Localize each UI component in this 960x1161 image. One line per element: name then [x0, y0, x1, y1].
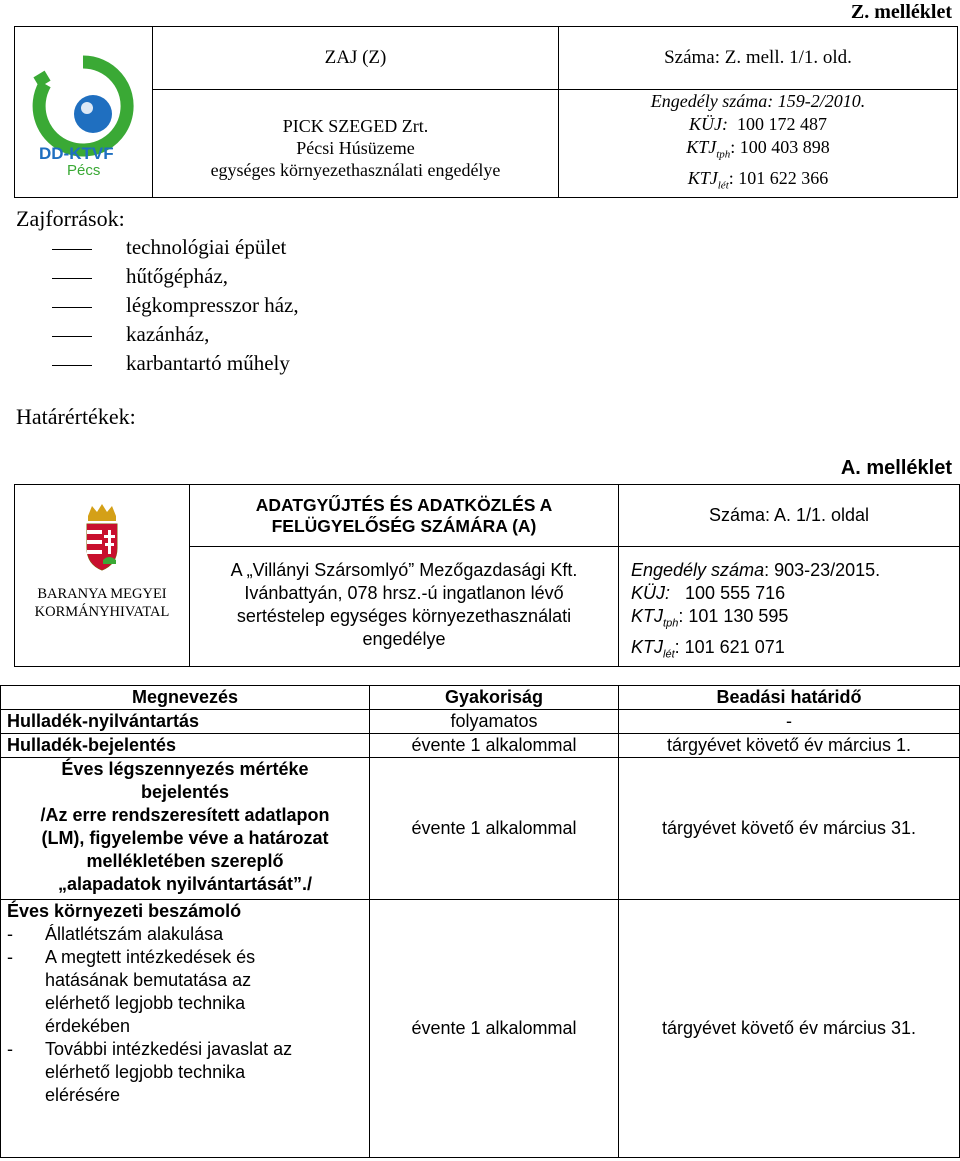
- a-company-line-1: A „Villányi Szársomlyó” Mezőgazdasági Kft.: [230, 560, 578, 580]
- z-annex-header: [14, 26, 958, 198]
- row-frequency: évente 1 alkalommal: [370, 900, 619, 1158]
- noise-sources-section: [16, 204, 299, 378]
- row-name: Éves légszennyezés mértéke bejelentés /Az erre rendszeresített adatlapon (LM), figyelembe véve a határozat mellékletében szereplő „alapadatok nyilvántartását”./: [1, 758, 370, 900]
- noise-source-item: hűtőgépház,: [52, 262, 299, 291]
- logo-text-top: DD-KTVF: [39, 144, 114, 164]
- z-ktj-let: $KTJ_{lét}$: 101 622 366: [687, 167, 829, 192]
- header-deadline: Beadási határidő: [619, 686, 960, 710]
- limits-heading: Határértékek:: [16, 404, 136, 429]
- a-company-cell: [190, 547, 619, 667]
- z-ktj-tph: $KTJ_{tph}$: 100 403 898: [686, 137, 830, 161]
- noise-source-item: karbantartó műhely: [52, 349, 299, 378]
- z-annex-title: ZAJ (Z): [324, 47, 387, 68]
- table-row: [1, 710, 960, 734]
- noise-source-item: technológiai épület: [52, 233, 299, 262]
- coat-of-arms-icon: [82, 502, 122, 582]
- row-deadline: tárgyévet követő év március 1.: [619, 734, 960, 758]
- report-heading: Éves környezeti beszámoló: [7, 901, 242, 921]
- dd-ktvf-logo: [15, 34, 152, 190]
- row-name: Hulladék-nyilvántartás: [1, 710, 370, 734]
- z-kuj: KÜJ: 100 172 487: [689, 114, 827, 134]
- a-company-line-3: sertéstelep egységes környezethasználati: [236, 606, 572, 626]
- z-permit-number: Engedély száma: 159-2/2010.: [650, 91, 866, 111]
- a-ktj-let: $KTJ_{lét}$: 101 621 071: [631, 636, 785, 661]
- z-logo-cell: [15, 27, 153, 198]
- row-frequency: évente 1 alkalommal: [370, 758, 619, 900]
- header-name: Megnevezés: [1, 686, 370, 710]
- z-annex-number: Száma: Z. mell. 1/1. old.: [664, 47, 852, 68]
- a-permit-number: Engedély száma: 903-23/2015.: [631, 560, 881, 580]
- baranya-logo-line-2: KORMÁNYHIVATAL: [34, 603, 170, 620]
- a-annex-number: Száma: A. 1/1. oldal: [708, 505, 870, 525]
- header-frequency: Gyakoriság: [370, 686, 619, 710]
- a-company-line-2: Ivánbattyán, 078 hrsz.-ú ingatlanon lévő: [244, 583, 564, 603]
- report-item: - A megtett intézkedések és hatásának bemutatása az elérhető legjobb technika érdekében: [7, 947, 256, 1036]
- a-annex-title-line-2: FELÜGYELŐSÉG SZÁMÁRA (A): [271, 515, 537, 536]
- noise-source-item: légkompresszor ház,: [52, 291, 299, 320]
- z-company-cell: [153, 90, 559, 198]
- a-number-cell: [619, 485, 960, 547]
- row-deadline: tárgyévet követő év március 31.: [619, 758, 960, 900]
- z-number-cell: [559, 27, 958, 90]
- z-company-line-3: egységes környezethasználati engedélye: [210, 159, 501, 180]
- a-annex-corner-label: A. melléklet: [840, 457, 952, 479]
- z-company-line-2: Pécsi Húsüzeme: [296, 137, 415, 158]
- reporting-table: [0, 685, 960, 1158]
- z-annex-corner-label: Z. melléklet: [850, 1, 952, 23]
- z-title-cell: [153, 27, 559, 90]
- a-ktj-tph: $KTJ_{tph}$: 101 130 595: [631, 606, 789, 630]
- row-deadline: -: [619, 710, 960, 734]
- baranya-logo: [15, 490, 189, 662]
- report-item: - Állatlétszám alakulása: [7, 924, 224, 944]
- row-deadline: tárgyévet követő év március 31.: [619, 900, 960, 1158]
- table-row: [1, 900, 960, 1158]
- row-frequency: folyamatos: [370, 710, 619, 734]
- a-annex-header: [14, 484, 960, 667]
- row-name: Hulladék-bejelentés: [1, 734, 370, 758]
- baranya-logo-line-1: BARANYA MEGYEI: [37, 585, 167, 602]
- noise-source-item: kazánház,: [52, 320, 299, 349]
- z-company-line-1: PICK SZEGED Zrt.: [282, 115, 429, 136]
- report-item: - További intézkedési javaslat az elérhető legjobb technika elérésére: [7, 1039, 293, 1105]
- a-kuj: KÜJ: 100 555 716: [631, 583, 786, 603]
- a-annex-title-line-1: ADATGYŰJTÉS ÉS ADATKÖZLÉS A: [255, 494, 553, 515]
- table-row: [1, 758, 960, 900]
- noise-sources-heading: Zajforrások:: [16, 206, 125, 231]
- a-logo-cell: [15, 485, 190, 667]
- table-header-row: [1, 686, 960, 710]
- a-title-cell: [190, 485, 619, 547]
- a-company-line-4: engedélye: [362, 629, 446, 649]
- z-permit-cell: [559, 90, 958, 198]
- row-frequency: évente 1 alkalommal: [370, 734, 619, 758]
- row-name: [1, 900, 370, 1158]
- logo-text-bottom: Pécs: [67, 162, 101, 180]
- table-row: [1, 734, 960, 758]
- a-permit-cell: [619, 547, 960, 667]
